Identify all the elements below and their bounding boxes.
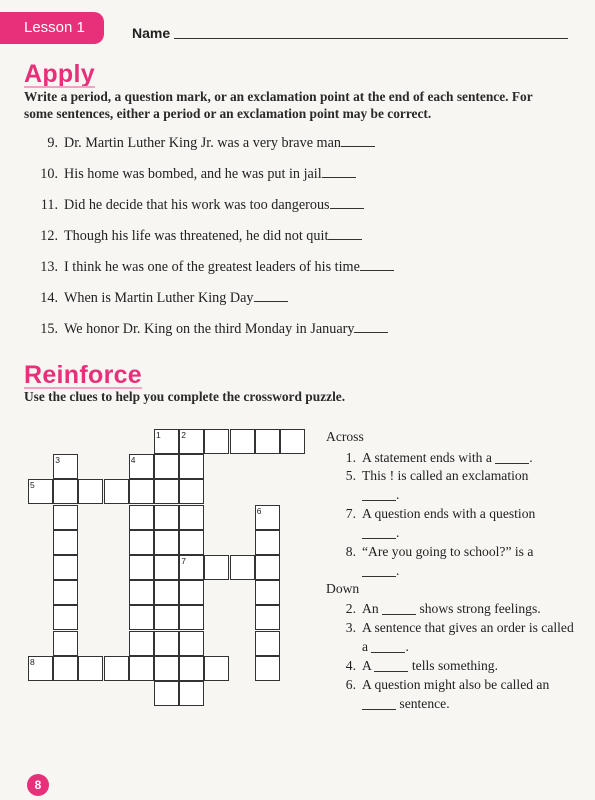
crossword-cell[interactable] xyxy=(53,530,78,555)
crossword-cell[interactable] xyxy=(204,429,229,454)
crossword-cell[interactable] xyxy=(179,479,204,504)
crossword-cell[interactable] xyxy=(129,479,154,504)
item-text: His home was bombed, and he was put in jail xyxy=(64,166,322,182)
crossword-cell[interactable] xyxy=(154,505,179,530)
crossword-cell[interactable] xyxy=(104,479,129,504)
clue-text: An shows strong feelings. xyxy=(362,601,541,616)
answer-blank[interactable] xyxy=(362,488,396,501)
crossword-cell[interactable] xyxy=(129,505,154,530)
crossword-cell[interactable] xyxy=(129,580,154,605)
crossword-cell[interactable] xyxy=(179,656,204,681)
crossword-cell[interactable] xyxy=(28,479,53,504)
crossword-cell[interactable] xyxy=(255,530,280,555)
item-text: When is Martin Luther King Day xyxy=(64,290,254,306)
crossword-cell[interactable] xyxy=(179,429,204,454)
answer-blank[interactable] xyxy=(322,176,356,178)
crossword-cell-number: 3 xyxy=(55,455,60,466)
name-line xyxy=(174,38,568,39)
crossword-cell[interactable] xyxy=(204,555,229,580)
item-number: 14. xyxy=(40,290,58,306)
reinforce-instructions: Use the clues to help you complete the crossword puzzle. xyxy=(24,389,346,404)
answer-blank[interactable] xyxy=(330,207,364,209)
clue-number: 7. xyxy=(345,506,356,521)
crossword-cell[interactable] xyxy=(255,505,280,530)
crossword-cell[interactable] xyxy=(230,555,255,580)
answer-blank[interactable] xyxy=(360,269,394,271)
clue-text: A tells something. xyxy=(362,658,498,673)
item-number: 9. xyxy=(47,135,58,151)
clue-number: 1. xyxy=(345,450,356,465)
crossword-cell[interactable] xyxy=(154,429,179,454)
clue-text: A statement ends with a . xyxy=(362,450,533,465)
apply-item xyxy=(24,228,394,259)
clue-number: 6. xyxy=(345,677,356,692)
item-number: 13. xyxy=(40,259,58,275)
clue-number: 5. xyxy=(345,468,356,483)
crossword-cell[interactable] xyxy=(53,580,78,605)
crossword-cell[interactable] xyxy=(53,505,78,530)
crossword-cell[interactable] xyxy=(129,656,154,681)
answer-blank[interactable] xyxy=(341,145,375,147)
crossword-cell[interactable] xyxy=(129,530,154,555)
apply-instructions: Write a period, a question mark, or an exclamation point at the end of each sentence. For some sentences, either a period or an exclamation point may be correct. xyxy=(24,89,533,121)
crossword-cell[interactable] xyxy=(53,605,78,630)
answer-blank[interactable] xyxy=(362,564,396,577)
item-number: 12. xyxy=(40,228,58,244)
answer-blank[interactable] xyxy=(371,640,405,653)
crossword-cell-number: 8 xyxy=(30,656,35,667)
lesson-tab: Lesson 1 xyxy=(0,12,104,44)
crossword-cell[interactable] xyxy=(179,555,204,580)
crossword-cell[interactable] xyxy=(255,656,280,681)
crossword-cell[interactable] xyxy=(154,555,179,580)
crossword-cell[interactable] xyxy=(179,454,204,479)
item-text: We honor Dr. King on the third Monday in January xyxy=(64,321,355,337)
crossword-cell-number: 5 xyxy=(30,480,35,491)
crossword-cell[interactable] xyxy=(78,656,103,681)
crossword-cell[interactable] xyxy=(154,454,179,479)
down-heading: Down xyxy=(326,581,360,596)
crossword-cell[interactable] xyxy=(255,580,280,605)
crossword-cell[interactable] xyxy=(179,631,204,656)
crossword-cell[interactable] xyxy=(129,631,154,656)
crossword-cell-number: 6 xyxy=(256,505,262,516)
apply-item xyxy=(24,290,394,321)
clue-number: 4. xyxy=(345,658,356,673)
answer-blank[interactable] xyxy=(374,659,408,672)
clue-number: 3. xyxy=(345,620,356,635)
crossword-cell-number: 4 xyxy=(130,455,136,466)
crossword-cell-number: 7 xyxy=(181,556,186,566)
item-number: 15. xyxy=(40,321,58,337)
clue-text: This ! is called an exclamation . xyxy=(362,468,529,502)
crossword-cell[interactable] xyxy=(104,656,129,681)
crossword-cell[interactable] xyxy=(53,555,78,580)
crossword-cell[interactable] xyxy=(154,479,179,504)
crossword-cell[interactable] xyxy=(154,580,179,605)
crossword-cell[interactable] xyxy=(154,681,179,706)
crossword-cell[interactable] xyxy=(179,605,204,630)
clue-text: A sentence that gives an order is called a . xyxy=(362,620,574,654)
crossword-cell[interactable] xyxy=(179,505,204,530)
crossword-cell[interactable] xyxy=(230,429,255,454)
clue-text: “Are you going to school?” is a . xyxy=(362,544,534,578)
crossword-cell[interactable] xyxy=(179,580,204,605)
crossword-cell[interactable] xyxy=(129,454,154,479)
crossword-cell[interactable] xyxy=(280,429,305,454)
apply-item xyxy=(24,259,394,290)
item-text: I think he was one of the greatest leaders of his time xyxy=(64,259,360,275)
item-number: 11. xyxy=(40,197,58,213)
answer-blank[interactable] xyxy=(254,300,288,302)
crossword-cell[interactable] xyxy=(154,631,179,656)
crossword-cell[interactable] xyxy=(53,656,78,681)
apply-item xyxy=(24,321,394,352)
crossword-cell[interactable] xyxy=(154,656,179,681)
clue-number: 2. xyxy=(345,601,356,616)
crossword-cell[interactable] xyxy=(53,479,78,504)
across-heading: Across xyxy=(326,429,364,444)
crossword-cell[interactable] xyxy=(255,631,280,656)
clue-text: A question might also be called an sentence. xyxy=(362,677,550,711)
answer-blank[interactable] xyxy=(362,526,396,539)
crossword-cell[interactable] xyxy=(129,605,154,630)
item-text: Dr. Martin Luther King Jr. was a very brave man xyxy=(64,135,341,151)
crossword-cell[interactable] xyxy=(28,656,53,681)
item-number: 10. xyxy=(40,166,58,182)
item-text: Though his life was threatened, he did not quit xyxy=(64,228,329,244)
answer-blank[interactable] xyxy=(328,238,362,240)
crossword-cell-number: 2 xyxy=(181,430,186,440)
crossword-cell[interactable] xyxy=(129,555,154,580)
answer-blank[interactable] xyxy=(495,451,529,464)
clue-text: A question ends with a question . xyxy=(362,506,536,540)
reinforce-title: Reinforce xyxy=(24,361,143,389)
crossword-cell[interactable] xyxy=(53,631,78,656)
crossword-cell[interactable] xyxy=(179,530,204,555)
crossword-cell[interactable] xyxy=(154,605,179,630)
answer-blank[interactable] xyxy=(382,602,416,615)
crossword-cell[interactable] xyxy=(78,479,103,504)
clue-number: 8. xyxy=(345,544,356,559)
crossword-cell[interactable] xyxy=(179,681,204,706)
crossword-cell[interactable] xyxy=(255,429,280,454)
crossword-cell[interactable] xyxy=(154,530,179,555)
crossword-cell[interactable] xyxy=(204,656,229,681)
page-number: 8 xyxy=(27,774,49,796)
apply-items xyxy=(24,135,394,352)
crossword-cell[interactable] xyxy=(255,555,280,580)
crossword-cell-number: 1 xyxy=(156,430,161,440)
crossword-cell[interactable] xyxy=(255,605,280,630)
apply-item xyxy=(24,197,394,228)
answer-blank[interactable] xyxy=(362,697,396,710)
apply-title: Apply xyxy=(24,60,95,88)
apply-item xyxy=(24,135,394,166)
apply-item xyxy=(24,166,394,197)
crossword-cell[interactable] xyxy=(53,454,78,479)
name-label: Name xyxy=(132,25,171,41)
answer-blank[interactable] xyxy=(354,331,388,333)
item-text: Did he decide that his work was too dangerous xyxy=(64,197,330,213)
